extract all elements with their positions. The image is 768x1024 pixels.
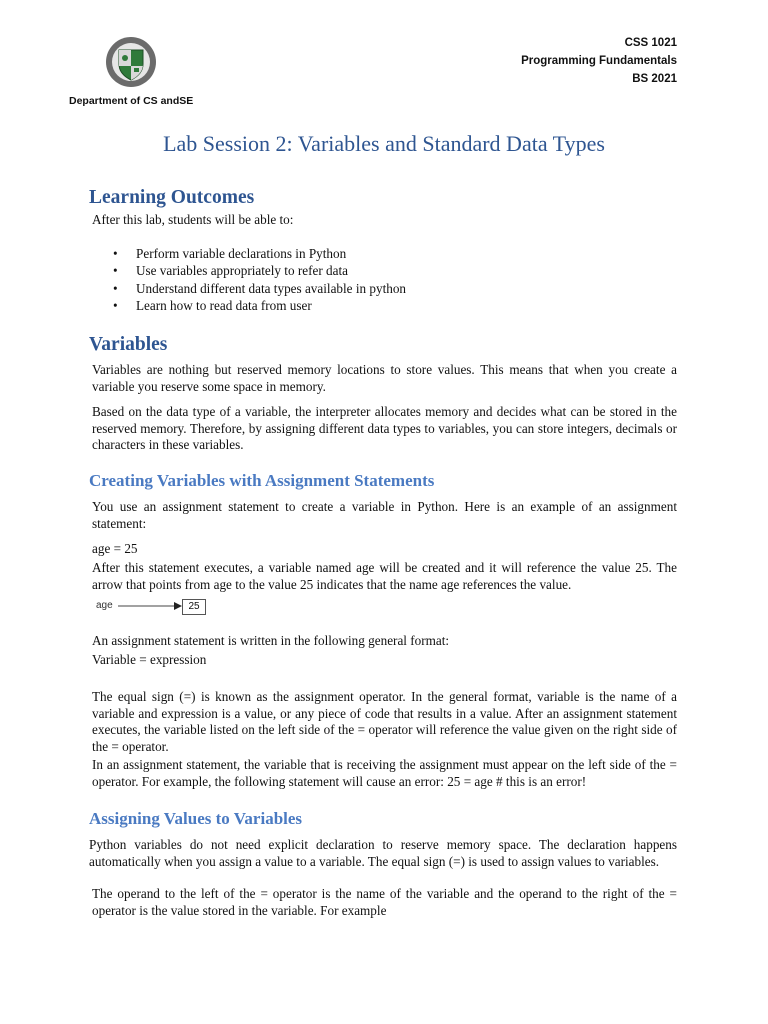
department-name: Department of CS andSE (69, 95, 194, 107)
creating-paragraph-4: The equal sign (=) is known as the assignment operator. In the general format, variable is the name of a variable and expression is a value, or any piece of code that results in a value. After an assignment statement executes, the variable listed on the left side of the = operator will reference the value given on the right side of the = operator. (92, 689, 677, 754)
learning-outcomes-intro: After this lab, students will be able to: (92, 212, 294, 227)
creating-paragraph-5: In an assignment statement, the variable that is receiving the assignment must appear on the left side of the = operator. For example, the following statement will cause an error: 25 = age # this is an error! (92, 757, 677, 789)
variable-reference-figure (96, 598, 208, 616)
variables-paragraph-2: Based on the data type of a variable, the interpreter allocates memory and decides what can be stored in the reserved memory. Therefore, by assigning different data types to variables, you can store integers, decimals or characters in these variables. (92, 404, 677, 453)
creating-paragraph-2: After this statement executes, a variable named age will be created and it will reference the value 25. The arrow that points from age to the value 25 indicates that the name age references the value. (92, 560, 677, 592)
creating-paragraph-3: An assignment statement is written in the following general format: (92, 633, 450, 648)
list-item: • Understand different data types available in python (108, 280, 406, 297)
page-title: Lab Session 2: Variables and Standard Data Types (163, 131, 605, 156)
variables-paragraph-1: Variables are nothing but reserved memory locations to store values. This means that when you create a variable you reserve some space in memory. (92, 362, 677, 394)
list-item: • Perform variable declarations in Python (108, 245, 406, 262)
creating-variables-heading: Creating Variables with Assignment Statements (89, 471, 435, 490)
arrow-icon (118, 601, 182, 611)
learning-outcomes-heading: Learning Outcomes (89, 187, 255, 208)
code-example-age: age = 25 (92, 541, 138, 556)
course-name: Programming Fundamentals (521, 55, 677, 67)
list-item: • Use variables appropriately to refer data (108, 262, 406, 279)
assigning-values-heading: Assigning Values to Variables (89, 809, 303, 828)
university-logo-icon (105, 36, 157, 88)
figure-variable-label: age (96, 600, 113, 611)
list-item: • Learn how to read data from user (108, 297, 406, 314)
figure-value-box: 25 (182, 599, 206, 615)
assigning-paragraph-2: The operand to the left of the = operator is the name of the variable and the operand to the right of the = operator is the value stored in the variable. For example (92, 886, 677, 918)
course-code: CSS 1021 (624, 37, 677, 49)
course-batch: BS 2021 (632, 73, 677, 85)
course-info (521, 34, 677, 88)
creating-paragraph-1: You use an assignment statement to create a variable in Python. Here is an example of an assignment statement: (92, 499, 677, 531)
general-format: Variable = expression (92, 652, 207, 667)
variables-heading: Variables (89, 334, 168, 355)
learning-outcomes-list (108, 245, 406, 315)
assigning-paragraph-1: Python variables do not need explicit declaration to reserve memory space. The declaration happens automatically when you assign a value to a variable. The equal sign (=) is used to assign values to variables. (89, 837, 677, 869)
